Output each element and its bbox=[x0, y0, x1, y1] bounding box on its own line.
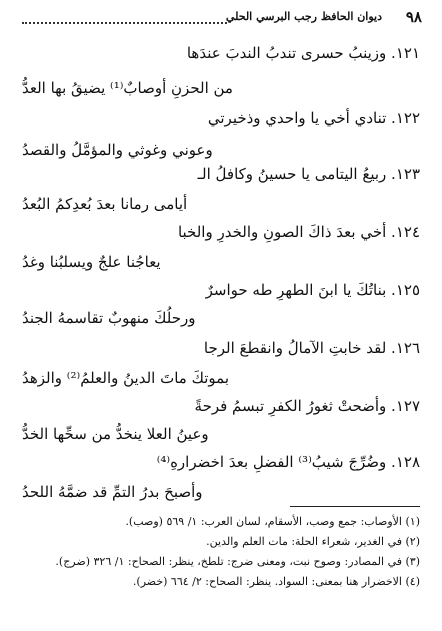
verse-123-second-hemistich: أيامى رمانا بعدَ بُعدِكمُ البُعدُ bbox=[22, 195, 188, 213]
footnote-4: (٤) الاخضرار هنا بمعنى: السواد. ينظر: الصحاح: ٢/ ٦٦٤ (خضر). bbox=[132, 575, 420, 588]
footnote-1: (١) الأوصاب: جمع وصب، الأسقام، لسان العرب: ١/ ٥٦٩ (وصب). bbox=[125, 515, 420, 528]
verse-126-second-hemistich: بموتكَ ماتَ الدينُ والعلمُ⁽²⁾ والزهدُ bbox=[22, 369, 230, 387]
page-header bbox=[22, 8, 422, 30]
verse-123-first-hemistich: ١٢٣. ربيعُ اليتامى يا حسينُ وكافلُ الـ bbox=[197, 165, 420, 183]
verse-126-first-hemistich: ١٢٦. لقد خابتِ الآمالُ وانقطعَ الرجا bbox=[203, 339, 420, 357]
page-number: ٩٨ bbox=[405, 8, 422, 26]
verse-124-first-hemistich: ١٢٤. أخي بعدَ ذاكَ الصونِ والخدرِ والخبا bbox=[177, 223, 420, 241]
verse-125-second-hemistich: ورحلُكَ منهوبٌ تقاسمهُ الجندُ bbox=[22, 309, 196, 327]
verse-122-first-hemistich: ١٢٢. تنادي أخي يا واحدي وذخيرتي bbox=[207, 109, 420, 127]
running-title: ديوان الحافظ رجب البرسي الحلي bbox=[225, 10, 382, 23]
verse-122-second-hemistich: وعوني وغوثي والمؤمَّلُ والقصدُ bbox=[22, 141, 213, 159]
verse-121-second-hemistich: من الحزنِ أوصابٌ⁽¹⁾ يضيقُ بها العدُّ bbox=[22, 79, 233, 97]
verse-128-first-hemistich: ١٢٨. وضُرِّجَ شيبُ⁽³⁾ الفضلِ بعدَ اخضرارهِ⁽⁴⁾ bbox=[156, 453, 420, 471]
header-dotted-leader bbox=[22, 22, 227, 24]
footnote-separator bbox=[290, 506, 420, 507]
verse-121-first-hemistich: ١٢١. وزينبُ حسرى تندبُ الندبَ عندَها bbox=[186, 44, 420, 62]
verse-125-first-hemistich: ١٢٥. بناتُكَ يا ابنَ الطهرِ طه حواسرٌ bbox=[205, 281, 420, 299]
footnote-3: (٣) في المصادر: وصوح نبت، ومعنى ضرج: تلطخ، ينظر: الصحاح: ١/ ٣٢٦ (ضرج). bbox=[55, 555, 420, 568]
verse-127-first-hemistich: ١٢٧. وأضحتْ ثغورُ الكفرِ تبسمُ فرحةً bbox=[194, 397, 420, 415]
verse-124-second-hemistich: يعاجُنا علجٌ ويسلبُنا وغدُ bbox=[22, 253, 161, 271]
footnote-2: (٢) في الغدير، شعراء الحلة: مات العلم والدين. bbox=[206, 535, 420, 548]
verse-127-second-hemistich: وعينُ العلا ينخدُّ من سحِّها الخدُّ bbox=[22, 425, 209, 443]
verse-128-second-hemistich: وأصبحَ بدرُ التمِّ قد ضمَّهُ اللحدُ bbox=[22, 483, 203, 501]
